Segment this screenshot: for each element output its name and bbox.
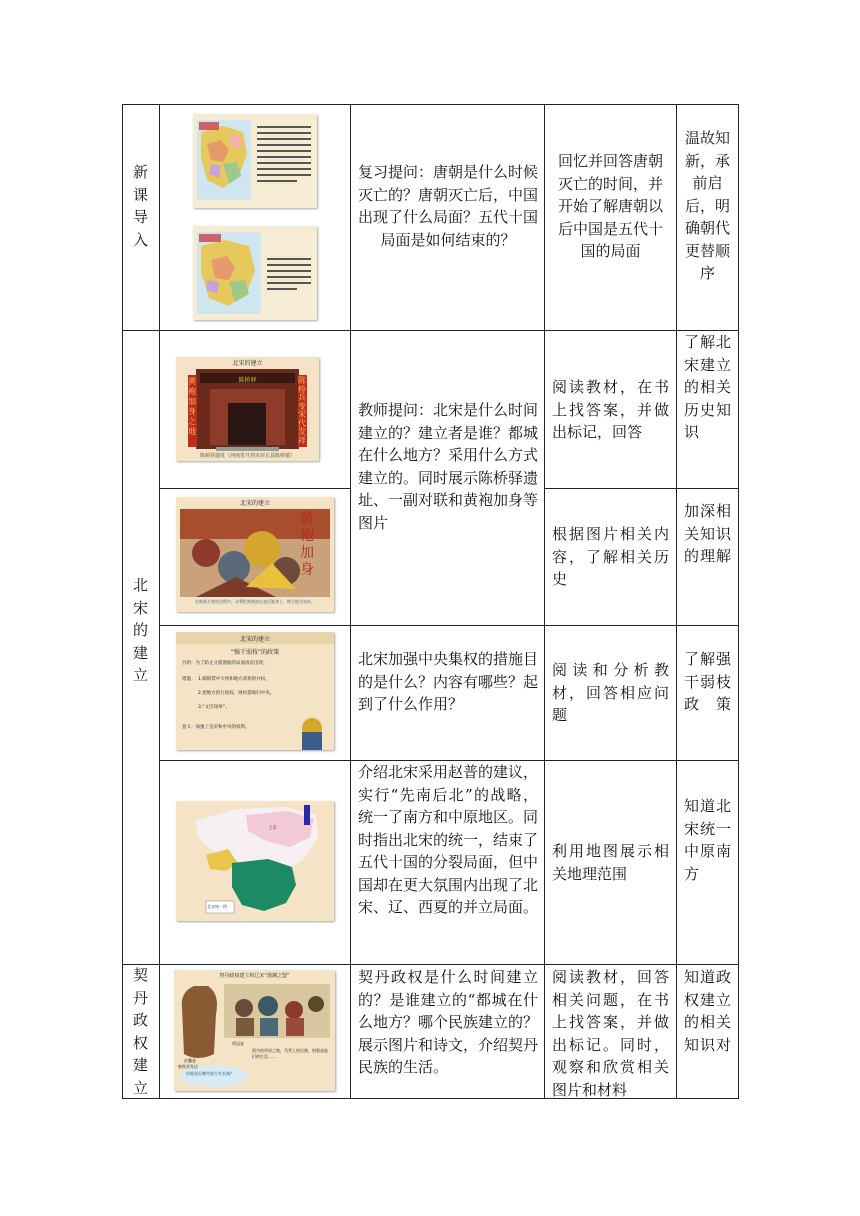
map-image xyxy=(193,226,317,320)
table-col-line-1 xyxy=(159,104,160,1099)
student-cell-northern-song-b xyxy=(552,523,669,591)
teacher-cell-khitan xyxy=(358,966,538,1079)
design-intent-text: 知道政权建立的相关知识对 xyxy=(684,968,731,1054)
teacher-cell-unification xyxy=(358,761,538,919)
map-legend: 北宋统一图 xyxy=(207,904,227,909)
design-intent-text: 知道北宋统一中原南方 xyxy=(684,797,731,883)
slide-title: 契丹政权建立和辽宋“澶渊之盟” xyxy=(219,973,290,979)
student-activity-text: 阅读和分析教材，回答相应问题 xyxy=(552,661,669,724)
map-image xyxy=(193,114,317,208)
vertical-title: 黄袍加身 xyxy=(300,511,314,578)
design-intent-text: 温故知新，承前启后，明确朝代更替顺序 xyxy=(684,129,730,282)
photo-caption: 陈桥驿遗址（河南省开封市封丘县陈桥镇） xyxy=(199,453,295,459)
caption-pouch-flask: 皮囊壶 xyxy=(184,1058,196,1063)
stage-label xyxy=(122,161,159,251)
table-col-line-4 xyxy=(676,104,677,1099)
design-intent-text: 加深相关知识的理解 xyxy=(684,502,731,565)
purpose-text: 目的：为了防止分裂割据的局面再次出现。 xyxy=(182,661,268,666)
intent-cell-centralization xyxy=(684,648,731,716)
song-map xyxy=(176,801,334,921)
slide-chenqiao-site xyxy=(176,357,319,461)
intent-cell-unification xyxy=(684,795,731,885)
measure-label: 措施： xyxy=(182,677,196,682)
slide-title: 北宋的建立 xyxy=(239,500,270,507)
stage-text: 新课导入 xyxy=(132,163,148,249)
intent-cell-intro xyxy=(684,127,731,285)
intent-cell-khitan xyxy=(684,966,731,1098)
design-intent-text: 了解强干弱枝政策 xyxy=(684,650,731,713)
table-col-line-3 xyxy=(544,104,545,1099)
teacher-cell-intro xyxy=(358,161,538,251)
measure-1: 1.解除禁中大将和地方武将的兵权。 xyxy=(198,677,270,682)
row-line-1 xyxy=(122,330,739,331)
caption-herding: 畜牧业发达 xyxy=(178,1064,198,1069)
row-line-2a xyxy=(159,488,350,489)
teacher-activity-text: 契丹政权是什么时间建立的？是谁建立的“都城在什么地方？哪个民族建立的？展示图片和诗文，介绍契丹民族的生活。 xyxy=(358,968,539,1076)
poem-text: 契丹的草原之地，马背上的民族，射猎是他们的生活…… xyxy=(252,1048,328,1059)
design-intent-text: 了解北宋建立的相关历史知识 xyxy=(684,333,731,441)
student-cell-khitan xyxy=(552,966,669,1101)
slide-title: 北宋的建立 xyxy=(232,360,263,367)
stage-text: 契丹政权建立 xyxy=(132,966,148,1097)
meaning-text: 意义：加强了皇帝和中央的权利。 xyxy=(182,725,250,730)
student-cell-northern-song-a xyxy=(552,376,669,444)
intent-cell-northern-song-a xyxy=(684,331,731,444)
table-col-line-2 xyxy=(350,104,351,1099)
slide-khitan-regime xyxy=(174,970,335,1091)
teacher-activity-text: 北宋加强中央集权的措施目的是什么？内容有哪些？起到了什么作用？ xyxy=(358,650,539,713)
intent-cell-northern-song-b xyxy=(684,500,731,568)
stage-cell-khitan xyxy=(122,964,159,1098)
map-label-shangjing: 上京 xyxy=(268,826,277,831)
student-activity-text: 利用地图展示相关地理范围 xyxy=(552,842,669,883)
student-cell-unification xyxy=(552,840,669,885)
stage-text: 北宋的建立 xyxy=(132,576,148,684)
table-border-right xyxy=(738,104,739,1099)
slide-map-five-dynasties-2 xyxy=(193,226,317,320)
student-activity-text: 回忆并回答唐朝灭亡的时间，并开始了解唐朝以后中国是五代十国的局面 xyxy=(557,152,663,260)
stage-label xyxy=(122,964,159,1099)
slide-song-unification-map xyxy=(176,801,334,921)
row-line-2b xyxy=(544,488,739,489)
slide-strong-trunk-policy xyxy=(176,632,334,750)
student-cell-centralization xyxy=(552,659,669,727)
caption-cockscomb-flask: 鸡冠壶 xyxy=(232,1041,244,1046)
slide-yellow-robe xyxy=(176,497,334,612)
right-couplet: 陈桥兵变宋代发祥 xyxy=(298,376,306,445)
teacher-activity-text: 教师提问：北宋是什么时间建立的？建立者是谁？都城在什么地方？采用什么方式建立的。同时展示陈桥驿遗址、一副对联和黄袍加身等图片 xyxy=(358,401,539,532)
teacher-cell-northern-song xyxy=(358,399,538,534)
plaque-text: 陈桥驿 xyxy=(238,377,257,384)
stage-cell-northern-song xyxy=(122,330,159,964)
question-bubble: 你能说出哪些地方有长城？ xyxy=(186,1071,234,1076)
table-border-top xyxy=(122,104,739,105)
teacher-cell-centralization xyxy=(358,648,538,716)
left-couplet: 黄袍加身之地 xyxy=(188,377,196,436)
slide-map-five-dynasties-1 xyxy=(193,114,317,208)
stage-label xyxy=(122,574,159,687)
row-line-3 xyxy=(159,625,739,626)
measure-3: 3.“文臣知州”。 xyxy=(198,705,230,710)
student-activity-text: 阅读教材，回答相关问题，在书上找答案，并做出标记。同时，观察和欣赏相关图片和材料 xyxy=(552,968,669,1099)
teacher-activity-text: 介绍北宋采用赵普的建议，实行“先南后北”的战略，统一了南方和中原地区。同时指出北宋的统一，结束了五代十国的分裂局面，但中国却在更大氛围内出现了北宋、辽、西夏的并立局面。 xyxy=(358,763,539,916)
painting-caption: 在陈桥兵变的过程中，众将把黄袍加在赵匡胤身上，拥立他为皇帝。 xyxy=(195,599,315,604)
row-line-5 xyxy=(122,964,739,965)
student-activity-text: 阅读教材，在书上找答案，并做出标记，回答 xyxy=(552,378,669,441)
measure-2: 2.把地方的行政权、财权都收归中央。 xyxy=(198,691,275,696)
student-activity-text: 根据图片相关内容，了解相关历史 xyxy=(552,525,669,588)
stage-cell-intro xyxy=(122,104,159,330)
slide-title: 北宋的建立 xyxy=(239,636,270,643)
teacher-activity-text: 复习提问：唐朝是什么时候灭亡的？唐朝灭亡后，中国出现了什么局面？五代十国局面是如何结束的？ xyxy=(358,163,539,249)
student-cell-intro xyxy=(552,150,669,263)
slide-subtitle: “强干弱枝”的政策 xyxy=(230,649,280,656)
